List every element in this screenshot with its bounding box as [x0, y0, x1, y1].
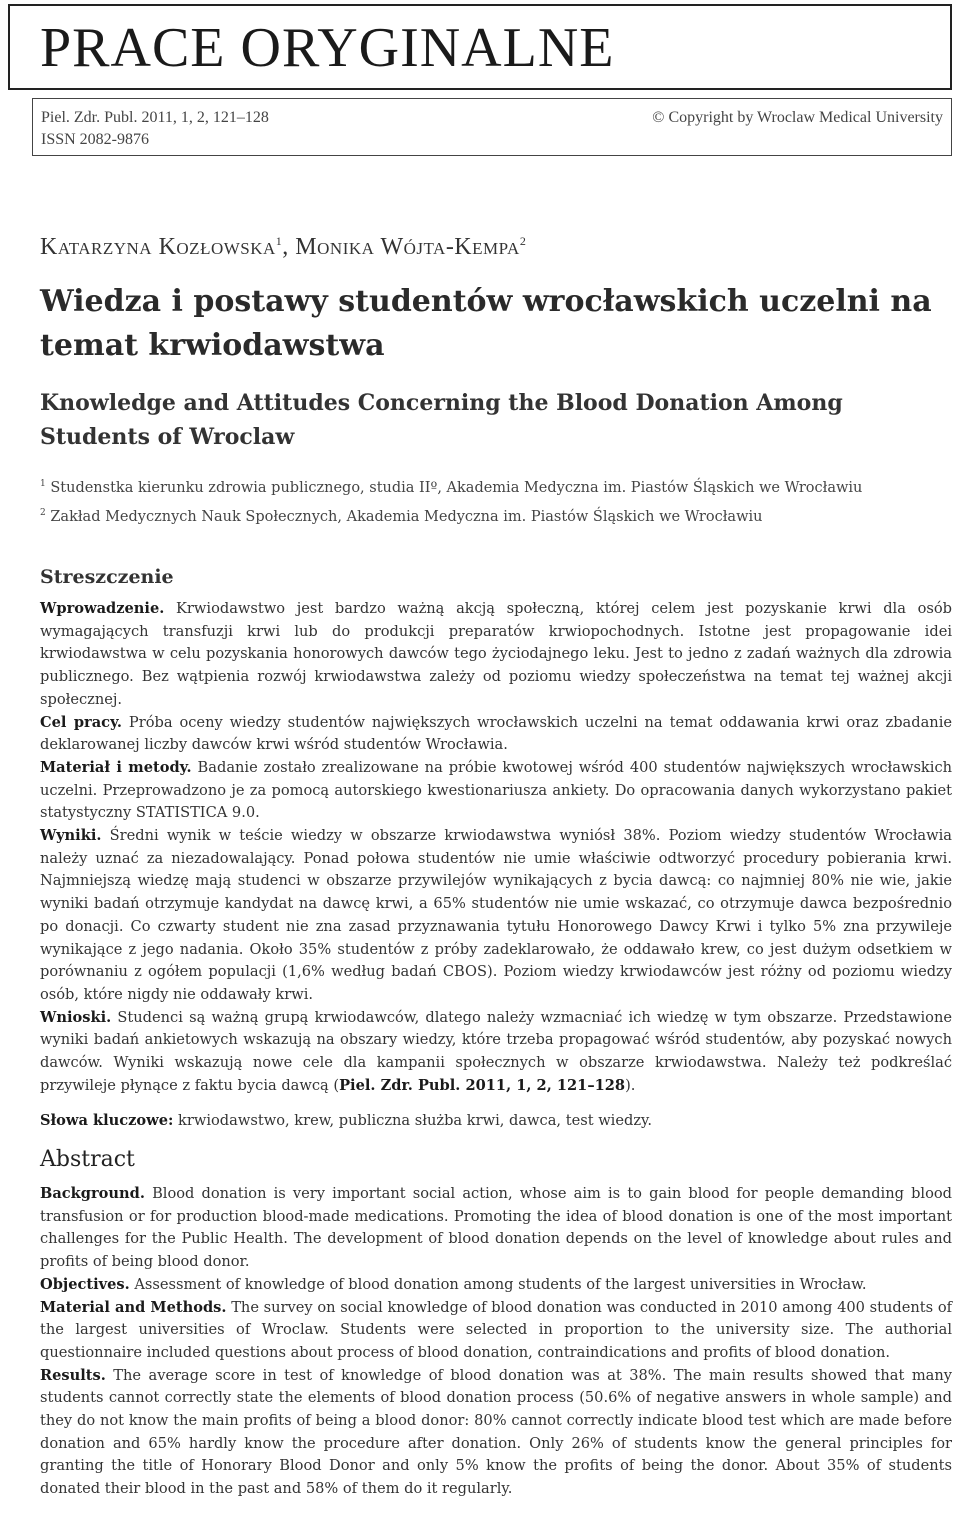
- keywords: [40, 1110, 952, 1133]
- paragraph-cel-pracy: Cel pracy. Próba oceny wiedzy studentów największych wrocławskich uczelni na temat oddawania krwi oraz zbadanie deklarowanej liczby dawców krwi wśród studentów Wrocławia.: [40, 713, 952, 754]
- paragraph-material-metody: Materiał i metody. Badanie zostało zrealizowane na próbie kwotowej wśród 400 studentów największych wrocławskich uczelni. Przeprowadzono je za pomocą autorskiego kwestionariusza ankiety. Do opracowania danych wykorzystano pakiet statystyczny STATISTICA 9.0.: [40, 758, 953, 822]
- streszczenie-heading: Streszczenie: [40, 566, 174, 588]
- affiliation-item: $^2$ Zakład Medycznych Nauk Społecznych, Akademia Medyczna im. Piastów Śląskich we Wrocławiu: [40, 507, 763, 525]
- keywords-text: krwiodawstwo, krew, publiczna służba krwi, dawca, test wiedzy.: [178, 1112, 652, 1129]
- author-name: Monika Wójta-Kempa: [295, 234, 520, 260]
- paragraph-wnioski: Wnioski. Studenci są ważną grupą krwiodawców, dlatego należy wzmacniać ich wiedzę w tym obszarze. Przedstawione wyniki badań ankietowych wskazują na obszary wiedzy, które trzeba propagować wśród studentów, aby pozyskać nowych dawców. Wyniki wskazują nowe cele dla kampanii społecznych w obszarze krwiodawstwa. Należy też podkreślać przywileje płynące z faktu bycia dawcą (Piel. Zdr. Publ. 2011, 1, 2, 121–128).: [40, 1008, 952, 1094]
- journal-citation: Piel. Zdr. Publ. 2011, 1, 2, 121–128: [41, 109, 269, 126]
- journal-meta: [32, 98, 952, 156]
- author-affiliation-marker: 1: [275, 234, 283, 248]
- abstract-body: [40, 1183, 952, 1501]
- paragraph-wyniki: Wyniki. Średni wynik w teście wiedzy w obszarze krwiodawstwa wyniósł 38%. Poziom wiedzy studentów Wrocławia należy uznać za niezadowalający. Ponad połowa studentów nie umie właściwie odtworzyć procedury pobierania krwi. Najmniejszą wiedzę mają studenci w obszarze przywilejów wynikających z bycia dawcą: co najmniej 80% nie wie, jakie wyniki badań otrzymuje kandydat na dawcę krwi, a 65% studentów nie umie wskazać, co otrzymuje dawca bezpośrednio po donacji. Co czwarty student nie zna zasad przyznawania tytułu Honorowego Dawcy Krwi i tylko 5% zna przywileje wynikające z jego nadania. Około 35% studentów z próby zadeklarowało, że oddawało krew, co jest dużym odsetkiem w porównaniu z ogółem populacji (1,6% według badań CBOS). Poziom wiedzy krwiodawców jest różny od poziomu wiedzy osób, które nigdy nie oddawały krwi.: [40, 827, 952, 1003]
- paragraph-objectives: Objectives. Assessment of knowledge of blood donation among students of the largest universities in Wrocław.: [40, 1275, 867, 1293]
- affiliation-item: $^1$ Studenstka kierunku zdrowia publicznego, studia IIº, Akademia Medyczna im. Piastów Śląskich we Wrocławiu: [40, 479, 863, 496]
- paragraph-wprowadzenie: Wprowadzenie. Krwiodawstwo jest bardzo ważną akcją społeczną, której celem jest pozyskanie krwi dla osób wymagających transfuzji krwi lub do produkcji preparatów krwiopochodnych. Istotne jest propagowanie idei krwiodawstwa w celu pozyskania honorowych dawców tego życiodajnego leku. Jest to jedno z zadań ważnych dla zdrowia publicznego. Bez wątpienia rozwój krwiodawstwa zależy od poziomu wiedzy społeczeństwa na temat tej ważnej akcji społecznej.: [40, 600, 952, 708]
- author-name: Katarzyna Kozłowska: [40, 234, 276, 260]
- citation-block: [41, 107, 269, 151]
- affiliations: [40, 472, 950, 530]
- paragraph-background: Background. Blood donation is very important social action, whose aim is to gain blood for people demanding blood transfusion or for production blood-made medications. Promoting the idea of blood donation is one of the most important challenges for the Public Health. The development of blood donation depends on the level of knowledge about rules and profits of being blood donor.: [40, 1185, 953, 1271]
- section-banner: [8, 4, 952, 90]
- journal-issn: ISSN 2082-9876: [41, 131, 150, 148]
- streszczenie-body: [40, 598, 952, 1097]
- article-title-en: Knowledge and Attitudes Concerning the Blood Donation Among Students of Wroclaw: [40, 390, 843, 450]
- paragraph-results: Results. The average score in test of knowledge of blood donation was at 38%. The main results showed that many students cannot correctly state the elements of blood donation process (50.6% of negative answers in whole sample) and they do not know the main profits of being a blood donor: 80% cannot correctly indicate blood test which are made before donation and 65% hardly know the procedure after donation. Only 26% of students know the general principles for granting the title of Honorary Blood Donor and only 5% know the profits of being the donor. About 35% of students donated their blood in the past and 58% of them do it regularly.: [40, 1366, 952, 1498]
- abstract-heading: Abstract: [40, 1147, 135, 1172]
- article-title-pl: Wiedza i postawy studentów wrocławskich uczelni na temat krwiodawstwa: [40, 284, 932, 363]
- section-title: PRACE ORYGINALNE: [40, 17, 615, 79]
- author-affiliation-marker: 2: [519, 234, 527, 248]
- paragraph-material-methods: Material and Methods. The survey on social knowledge of blood donation was conducted in 2010 among 400 students of the largest universities of Wroclaw. Students were selected in proportion to the university size. The authorial questionnaire included questions about process of blood donation, contraindications and profits of blood donation.: [40, 1298, 953, 1361]
- author-list: Katarzyna Kozłowska$^1$, Monika Wójta-Kempa$^2$: [40, 234, 527, 260]
- copyright-notice: © Copyright by Wroclaw Medical University: [652, 109, 943, 126]
- keywords-label: Słowa kluczowe:: [40, 1112, 174, 1129]
